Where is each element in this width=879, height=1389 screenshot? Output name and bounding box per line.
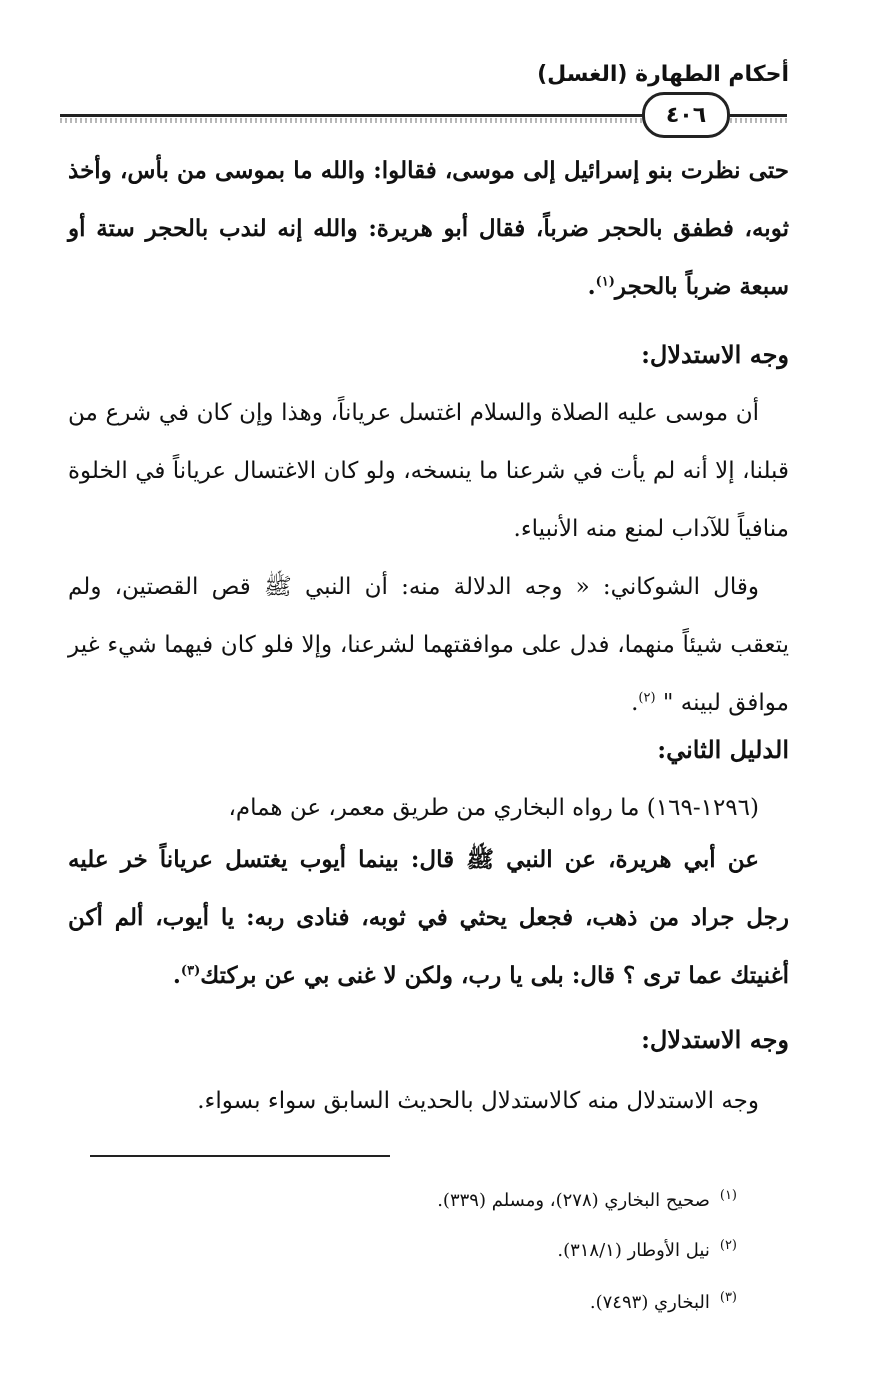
footnote-text: نيل الأوطار (٣١٨/١). — [557, 1240, 710, 1261]
footnote-mark: (١) — [719, 1188, 737, 1203]
hadith-ayyub: عن أبي هريرة، عن النبي ﷺ قال: بينما أيوب يغتسل عرياناً خر عليه رجل جراد من ذهب، فجعل يحثي في ثوبه، فنادى ربه: يا أيوب، ألم أكن أغنيتك عما ترى ؟ قال: بلى يا رب، ولكن لا غنى بي عن بركتك$^{(٣)}$. — [68, 846, 789, 989]
footnote-ref-3: (٣) — [180, 963, 201, 979]
hadith-continuation-text: حتى نظرت بنو إسرائيل إلى موسى، فقالوا: والله ما بموسى من بأس، وأخذ ثوبه، فطفق بالحجر ضرباً، فقال أبو هريرة: والله إنه لندب بالحجر ستة أو سبعة ضرباً بالحجر — [68, 157, 789, 300]
inference-paragraph-1: أن موسى عليه الصلاة والسلام اغتسل عرياناً، وهذا وإن كان في شرع من قبلنا، إلا أنه لم يأت في شرعنا ما ينسخه، ولو كان الاغتسال عرياناً في الخلوة منافياً للآداب لمنع منه الأنبياء. — [68, 400, 789, 542]
footnote-ref-1: (١) — [595, 274, 615, 290]
inference-paragraph-2: وجه الاستدلال منه كالاستدلال بالحديث السابق سواء بسواء. — [197, 1088, 759, 1114]
footnote-1 — [437, 1182, 737, 1215]
shawkani-quote: وقال الشوكاني: « وجه الدلالة منه: أن النبي ﷺ قص القصتين، ولم يتعقب شيئاً منهما، فدل على موافقتهما لشرعنا، وإلا فلو كان فيهما شيء غير موافق لبينه " $^{(٢)}$. — [68, 574, 789, 716]
shawkani-quote-text: وقال الشوكاني: « وجه الدلالة منه: أن النبي ﷺ قص القصتين، ولم يتعقب شيئاً منهما، فدل على موافقتهما لشرعنا، وإلا فلو كان فيهما شيء غير موافق لبينه " — [68, 574, 789, 716]
running-title: أحكام الطهارة (الغسل) — [537, 62, 789, 87]
footnote-text: صحيح البخاري (٢٧٨)، ومسلم (٣٣٩). — [437, 1190, 710, 1211]
footnote-text: البخاري (٧٤٩٣). — [589, 1292, 710, 1313]
footnote-mark: (٢) — [719, 1238, 737, 1253]
hadith-continuation: حتى نظرت بنو إسرائيل إلى موسى، فقالوا: والله ما بموسى من بأس، وأخذ ثوبه، فطفق بالحجر ضرباً، فقال أبو هريرة: والله إنه لندب بالحجر ستة أو سبعة ضرباً بالحجر$^{(١)}$. — [68, 157, 789, 300]
hadith-chain: (١٢٩٦-١٦٩) ما رواه البخاري من طريق معمر، عن همام، — [228, 795, 759, 821]
footnote-mark: (٣) — [719, 1290, 737, 1305]
hadith-ayyub-text: عن أبي هريرة، عن النبي ﷺ قال: بينما أيوب يغتسل عرياناً خر عليه رجل جراد من ذهب، فجعل يحثي في ثوبه، فنادى ربه: يا أيوب، ألم أكن أغنيتك عما ترى ؟ قال: بلى يا رب، ولكن لا غنى بي عن بركتك — [68, 846, 789, 989]
section-heading-evidence-2: الدليل الثاني: — [657, 735, 789, 764]
footnote-separator — [90, 1155, 390, 1157]
footnote-ref-2: (٢) — [638, 690, 656, 706]
section-heading-inference-1: وجه الاستدلال: — [641, 340, 789, 369]
section-heading-inference-2: وجه الاستدلال: — [641, 1025, 789, 1054]
footnote-3 — [590, 1284, 737, 1317]
page-number: ٤٠٦ — [642, 92, 730, 138]
footnote-2 — [557, 1232, 737, 1265]
